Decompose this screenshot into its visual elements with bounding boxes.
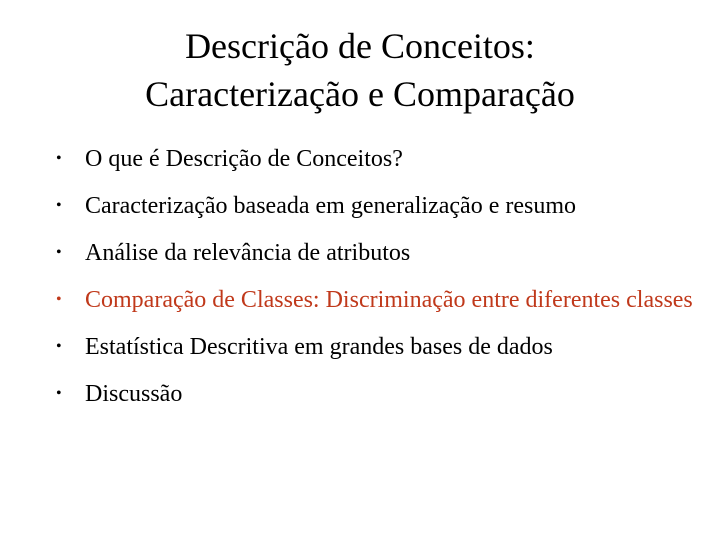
bullet-text: Análise da relevância de atributos (85, 240, 411, 266)
bullet-item (56, 140, 696, 178)
title-line-2: Caracterização e Comparação (145, 74, 575, 114)
bullet-icon: • (56, 150, 62, 167)
bullet-icon: • (56, 244, 62, 261)
bullet-text: Caracterização baseada em generalização e resumo (85, 193, 577, 219)
bullet-text: Discussão (85, 381, 183, 407)
slide-title (0, 22, 720, 118)
bullet-text: Comparação de Classes: Discriminação entre diferentes classes (85, 287, 693, 313)
bullet-text: Estatística Descritiva em grandes bases de dados (85, 334, 553, 360)
bullet-icon: • (56, 385, 62, 402)
title-line-1: Descrição de Conceitos: (185, 26, 535, 66)
bullet-icon: • (56, 197, 62, 214)
bullet-item (56, 328, 696, 366)
bullet-text: O que é Descrição de Conceitos? (85, 146, 403, 172)
bullet-icon: • (56, 338, 62, 355)
bullet-list (56, 140, 696, 413)
bullet-item-highlighted (56, 281, 696, 319)
bullet-item (56, 375, 696, 413)
bullet-item (56, 187, 696, 225)
bullet-item (56, 234, 696, 272)
bullet-icon: • (56, 291, 62, 308)
